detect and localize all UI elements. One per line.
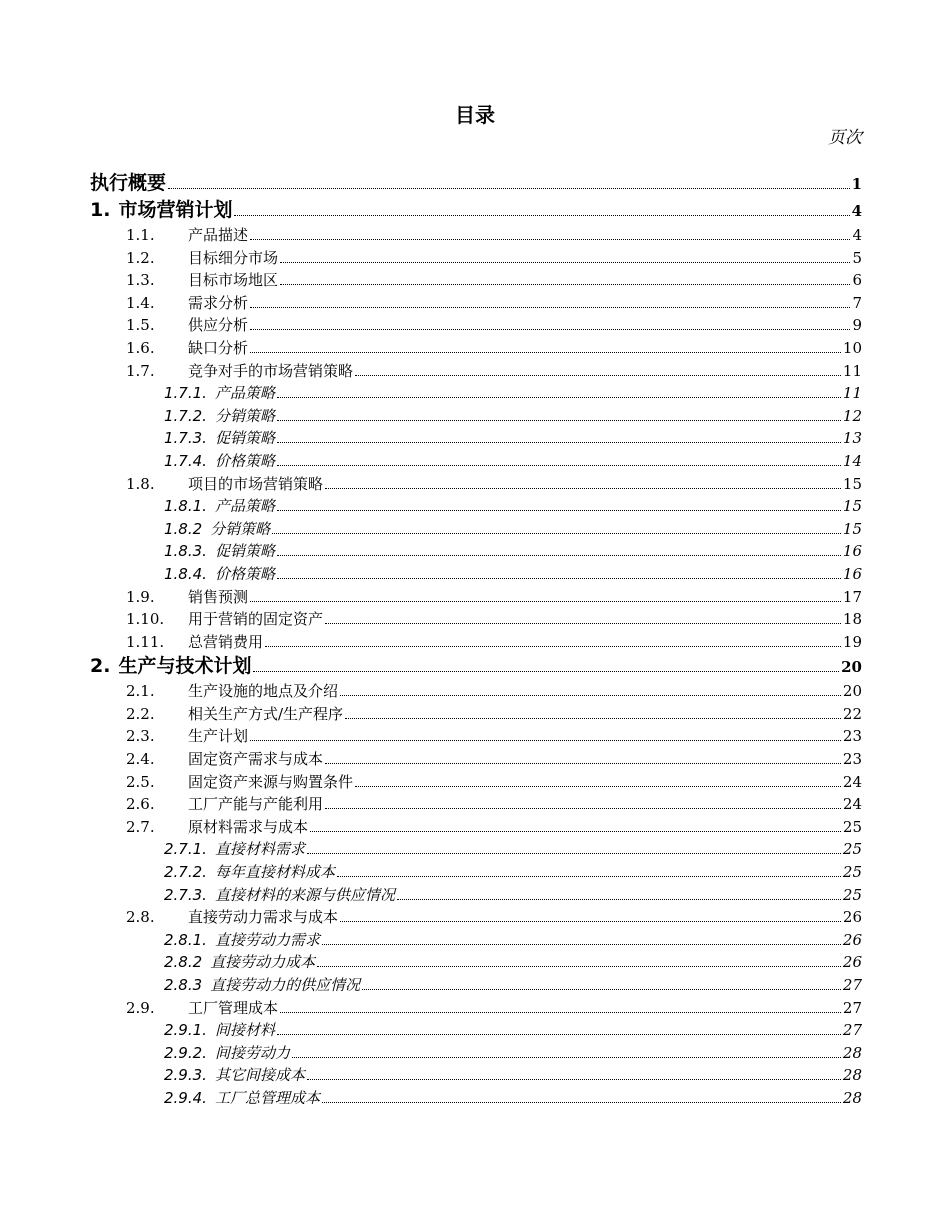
toc-entry-text: 固定资产来源与购置条件 bbox=[188, 772, 354, 791]
toc-entry-page: 27 bbox=[842, 976, 862, 994]
toc-title: 目录 bbox=[455, 103, 495, 127]
toc-entry-page: 24 bbox=[842, 772, 862, 791]
dot-leader bbox=[250, 740, 841, 741]
toc-entry-page: 17 bbox=[842, 587, 862, 606]
toc-entry-text: 需求分析 bbox=[188, 293, 249, 312]
toc-entry-label bbox=[126, 292, 248, 315]
toc-entry-number: 2.9.2. bbox=[164, 1043, 207, 1062]
toc-entry-label bbox=[164, 951, 315, 974]
dot-leader bbox=[292, 1057, 841, 1058]
toc-entry-label bbox=[164, 427, 275, 450]
toc-entry-page: 23 bbox=[842, 727, 862, 746]
toc-entry-label bbox=[126, 337, 248, 360]
toc-entry[interactable] bbox=[90, 197, 862, 224]
toc-entry-text: 生产设施的地点及介绍 bbox=[188, 682, 339, 701]
toc-entry-text: 价格策略 bbox=[214, 451, 275, 470]
toc-entry-label bbox=[164, 540, 275, 563]
toc-entry[interactable] bbox=[90, 473, 862, 496]
toc-entry[interactable] bbox=[90, 563, 862, 586]
toc-entry-text: 原材料需求与成本 bbox=[188, 817, 309, 836]
toc-entry-number: 2.8. bbox=[126, 908, 155, 927]
toc-entry-label bbox=[126, 771, 353, 794]
toc-entry[interactable] bbox=[90, 929, 862, 952]
dot-leader bbox=[265, 646, 841, 647]
toc-entry[interactable] bbox=[90, 680, 862, 703]
toc-entry-page: 15 bbox=[842, 497, 862, 516]
toc-entry-number: 2.1. bbox=[126, 682, 155, 701]
toc-entry-text: 生产与技术计划 bbox=[118, 655, 252, 678]
toc-entry[interactable] bbox=[90, 653, 862, 680]
toc-entry-page: 11 bbox=[842, 361, 862, 380]
dot-leader bbox=[277, 397, 841, 398]
toc-entry-number: 1.10. bbox=[126, 610, 165, 629]
toc-entry[interactable] bbox=[90, 269, 862, 292]
toc-entry[interactable] bbox=[90, 884, 862, 907]
toc-entry-page: 1 bbox=[851, 175, 862, 193]
toc-entry-label bbox=[164, 405, 275, 428]
toc-entry-number: 1.9. bbox=[126, 587, 155, 606]
toc-entry-text: 促销策略 bbox=[214, 429, 275, 448]
dot-leader bbox=[325, 623, 841, 624]
toc-entry-label bbox=[126, 608, 323, 631]
dot-leader bbox=[253, 671, 839, 672]
dot-leader bbox=[280, 284, 850, 285]
toc-entry-number: 1.7. bbox=[126, 361, 155, 380]
toc-entry-page: 25 bbox=[842, 863, 862, 882]
toc-entry-page: 16 bbox=[842, 564, 862, 583]
toc-entry-label bbox=[126, 247, 278, 270]
toc-entry[interactable] bbox=[90, 360, 862, 383]
toc-entry-text: 价格策略 bbox=[214, 564, 275, 583]
toc-entry-page: 28 bbox=[842, 1043, 862, 1062]
toc-entry-page: 20 bbox=[841, 658, 862, 677]
toc-entry-page: 26 bbox=[842, 953, 862, 972]
toc-entry[interactable] bbox=[90, 1019, 862, 1042]
toc-entry[interactable] bbox=[90, 608, 862, 631]
toc-entry-label bbox=[164, 518, 270, 541]
toc-entry-text: 直接劳动力需求 bbox=[214, 930, 320, 949]
toc-entry-number: 2.7. bbox=[126, 817, 155, 836]
dot-leader bbox=[322, 1102, 841, 1103]
toc-entry-label bbox=[126, 314, 248, 337]
toc-entry-number: 2.2. bbox=[126, 704, 155, 723]
dot-leader bbox=[250, 307, 850, 308]
toc-entry-page: 24 bbox=[842, 795, 862, 814]
dot-leader bbox=[317, 966, 841, 967]
toc-entry-number: 1.8.4. bbox=[164, 564, 207, 583]
toc-entry-label bbox=[164, 861, 335, 884]
toc-entry-text: 间接劳动力 bbox=[214, 1043, 290, 1062]
toc-entry-text: 每年直接材料成本 bbox=[214, 863, 335, 882]
toc-entry-page: 25 bbox=[842, 885, 862, 904]
toc-entry-number: 2.9.3. bbox=[164, 1066, 207, 1085]
toc-entry-text: 竞争对手的市场营销策略 bbox=[188, 361, 354, 380]
toc-entry-label bbox=[126, 816, 308, 839]
dot-leader bbox=[325, 488, 841, 489]
dot-leader bbox=[397, 899, 841, 900]
toc-entry[interactable] bbox=[90, 974, 862, 997]
toc-entry[interactable] bbox=[90, 224, 862, 247]
toc-entry-page: 26 bbox=[842, 908, 862, 927]
toc-entry-number: 2.9. bbox=[126, 998, 155, 1017]
toc-entry-label bbox=[164, 884, 395, 907]
toc-entry-number: 2.7.3. bbox=[164, 885, 207, 904]
dot-leader bbox=[355, 786, 841, 787]
dot-leader bbox=[325, 763, 841, 764]
toc-entry-text: 用于营销的固定资产 bbox=[188, 610, 324, 629]
toc-entry-label bbox=[90, 170, 166, 197]
toc-entry-number: 1.8.1. bbox=[164, 497, 207, 516]
toc-entry-number: 1.1. bbox=[126, 226, 155, 244]
toc-entry-text: 目标市场地区 bbox=[188, 271, 279, 290]
toc-entry-number: 2.7.2. bbox=[164, 863, 207, 882]
toc-entry-text: 工厂产能与产能利用 bbox=[188, 795, 324, 814]
dot-leader bbox=[272, 533, 841, 534]
toc-entry-label bbox=[126, 224, 248, 247]
toc-entry[interactable] bbox=[90, 951, 862, 974]
toc-entry-page: 27 bbox=[842, 998, 862, 1017]
toc-entry-number: 2. bbox=[90, 655, 111, 678]
toc-entry[interactable] bbox=[90, 450, 862, 473]
toc-entry-label bbox=[126, 631, 263, 654]
dot-leader bbox=[362, 989, 841, 990]
toc-entry[interactable] bbox=[90, 314, 862, 337]
toc-entry-page: 28 bbox=[842, 1088, 862, 1107]
toc-entry-label bbox=[164, 1064, 305, 1087]
toc-entry[interactable] bbox=[90, 540, 862, 563]
toc-entry[interactable] bbox=[90, 997, 862, 1020]
toc-entry[interactable] bbox=[90, 816, 862, 839]
toc-entry-number: 2.8.1. bbox=[164, 930, 207, 949]
toc-entry-label bbox=[126, 997, 278, 1020]
dot-leader bbox=[340, 921, 841, 922]
dot-leader bbox=[322, 944, 841, 945]
toc-entry-page: 20 bbox=[842, 682, 862, 701]
toc-entry-label bbox=[164, 495, 275, 518]
toc-entry-page: 23 bbox=[842, 750, 862, 769]
dot-leader bbox=[325, 808, 841, 809]
dot-leader bbox=[345, 718, 841, 719]
toc-entry-number: 1.6. bbox=[126, 338, 155, 357]
dot-leader bbox=[337, 876, 841, 877]
toc-entry[interactable] bbox=[90, 1064, 862, 1087]
dot-leader bbox=[250, 239, 850, 240]
toc-entry[interactable] bbox=[90, 793, 862, 816]
toc-entry-text: 直接劳动力成本 bbox=[210, 953, 316, 972]
toc-entry-page: 14 bbox=[842, 451, 862, 470]
toc-entry[interactable] bbox=[90, 748, 862, 771]
toc-entry[interactable] bbox=[90, 861, 862, 884]
toc-entry-text: 其它间接成本 bbox=[214, 1066, 305, 1085]
toc-entry-number: 1.7.1. bbox=[164, 384, 207, 403]
toc-entry-text: 直接劳动力需求与成本 bbox=[188, 908, 339, 927]
toc-entry-page: 9 bbox=[852, 316, 862, 335]
toc-entry-text: 执行概要 bbox=[90, 172, 167, 194]
toc-entry-page: 25 bbox=[842, 840, 862, 859]
toc-entry-number: 1.8. bbox=[126, 474, 155, 493]
toc-entry-page: 15 bbox=[842, 519, 862, 538]
toc-entry[interactable] bbox=[90, 838, 862, 861]
toc-entry-label bbox=[164, 382, 275, 405]
toc-entry[interactable] bbox=[90, 247, 862, 270]
dot-leader bbox=[277, 555, 841, 556]
toc-entry-number: 2.9.1. bbox=[164, 1021, 207, 1040]
toc-entry-number: 2.8.3 bbox=[164, 976, 203, 994]
toc-entry-label bbox=[126, 680, 338, 703]
dot-leader bbox=[277, 442, 841, 443]
toc-entry-label bbox=[164, 974, 360, 997]
toc-entry-label bbox=[164, 838, 305, 861]
toc-entry-label bbox=[126, 748, 323, 771]
dot-leader bbox=[355, 375, 841, 376]
dot-leader bbox=[277, 510, 841, 511]
dot-leader bbox=[307, 853, 841, 854]
dot-leader bbox=[234, 215, 849, 216]
toc-entry-text: 直接劳动力的供应情况 bbox=[210, 976, 361, 994]
toc-entry-page: 25 bbox=[842, 817, 862, 836]
toc-entry-text: 工厂总管理成本 bbox=[214, 1088, 320, 1107]
toc-entry[interactable] bbox=[90, 292, 862, 315]
toc-entry-page: 10 bbox=[842, 338, 862, 357]
toc-entry[interactable] bbox=[90, 427, 862, 450]
toc-entry[interactable] bbox=[90, 1042, 862, 1065]
toc-entry-text: 直接材料需求 bbox=[214, 840, 305, 859]
toc-entry-number: 1.7.3. bbox=[164, 429, 207, 448]
toc-entry[interactable] bbox=[90, 495, 862, 518]
toc-entry-text: 项目的市场营销策略 bbox=[188, 474, 324, 493]
dot-leader bbox=[168, 188, 850, 189]
toc-entry-page: 13 bbox=[842, 429, 862, 448]
toc-entry-number: 2.6. bbox=[126, 795, 155, 814]
toc-entry-number: 1.3. bbox=[126, 271, 155, 290]
toc-entry-label bbox=[126, 586, 248, 609]
toc-entry[interactable] bbox=[90, 1087, 862, 1110]
toc-entry[interactable] bbox=[90, 631, 862, 654]
dot-leader bbox=[277, 1034, 841, 1035]
toc-entry-text: 分销策略 bbox=[210, 519, 271, 538]
dot-leader bbox=[250, 352, 841, 353]
toc-entry-text: 相关生产方式/生产程序 bbox=[188, 704, 344, 723]
toc-entry-label bbox=[164, 1019, 275, 1042]
toc-entry-number: 1.7.2. bbox=[164, 406, 207, 425]
dot-leader bbox=[250, 329, 850, 330]
toc-entry-page: 4 bbox=[852, 226, 862, 244]
toc-entry-text: 直接材料的来源与供应情况 bbox=[214, 885, 395, 904]
toc-entry[interactable] bbox=[90, 703, 862, 726]
toc-entry-text: 固定资产需求与成本 bbox=[188, 750, 324, 769]
toc-entry-label bbox=[126, 269, 278, 292]
toc-entry-page: 12 bbox=[842, 406, 862, 425]
toc-entry-text: 促销策略 bbox=[214, 542, 275, 561]
toc-entry[interactable] bbox=[90, 405, 862, 428]
toc-entry-page: 22 bbox=[842, 704, 862, 723]
toc-entry-page: 26 bbox=[842, 930, 862, 949]
toc-entry-text: 供应分析 bbox=[188, 316, 249, 335]
toc-entry-page: 27 bbox=[842, 1021, 862, 1040]
toc-entry-page: 4 bbox=[851, 202, 862, 220]
toc-entry-text: 总营销费用 bbox=[188, 632, 264, 651]
toc-entry-label bbox=[126, 703, 343, 726]
toc-entry-page: 11 bbox=[842, 384, 862, 403]
toc-entry-number: 1.2. bbox=[126, 248, 155, 267]
dot-leader bbox=[250, 601, 841, 602]
toc-entry-text: 产品描述 bbox=[188, 226, 249, 244]
toc-entry-number: 1.8.3. bbox=[164, 542, 207, 561]
toc-entry-label bbox=[126, 906, 338, 929]
toc-entry-label bbox=[164, 929, 320, 952]
toc-entry-number: 2.8.2 bbox=[164, 953, 203, 972]
toc-entry-number: 1.4. bbox=[126, 293, 155, 312]
toc-entry-label bbox=[164, 1087, 320, 1110]
toc-entry-page: 6 bbox=[852, 271, 862, 290]
dot-leader bbox=[307, 1079, 841, 1080]
toc-entry-number: 1. bbox=[90, 199, 111, 221]
toc-entry-label bbox=[126, 473, 323, 496]
toc-entry-number: 1.8.2 bbox=[164, 519, 203, 538]
table-of-contents bbox=[90, 170, 862, 1110]
dot-leader bbox=[280, 262, 850, 263]
toc-entry-page: 19 bbox=[842, 632, 862, 651]
dot-leader bbox=[280, 1012, 841, 1013]
toc-entry-number: 2.3. bbox=[126, 727, 155, 746]
toc-entry[interactable] bbox=[90, 725, 862, 748]
toc-entry-text: 工厂管理成本 bbox=[188, 998, 279, 1017]
toc-entry[interactable] bbox=[90, 906, 862, 929]
toc-entry-page: 18 bbox=[842, 610, 862, 629]
dot-leader bbox=[277, 465, 841, 466]
dot-leader bbox=[277, 420, 841, 421]
dot-leader bbox=[277, 578, 841, 579]
toc-entry[interactable] bbox=[90, 771, 862, 794]
toc-entry-text: 分销策略 bbox=[214, 406, 275, 425]
toc-entry-page: 28 bbox=[842, 1066, 862, 1085]
toc-entry-label bbox=[164, 1042, 290, 1065]
toc-entry-number: 2.9.4. bbox=[164, 1088, 207, 1107]
toc-entry-label bbox=[164, 450, 275, 473]
toc-entry-number: 1.11. bbox=[126, 632, 165, 651]
toc-entry-text: 间接材料 bbox=[214, 1021, 275, 1040]
toc-entry-number: 1.7.4. bbox=[164, 451, 207, 470]
toc-entry-label bbox=[126, 360, 353, 383]
toc-entry-number: 2.5. bbox=[126, 772, 155, 791]
page-column-label: 页次 bbox=[828, 128, 862, 148]
toc-entry-label bbox=[90, 197, 232, 224]
toc-entry[interactable] bbox=[90, 382, 862, 405]
toc-entry-label bbox=[164, 563, 275, 586]
toc-entry-text: 缺口分析 bbox=[188, 338, 249, 357]
toc-entry-text: 产品策略 bbox=[214, 384, 275, 403]
toc-entry-number: 1.5. bbox=[126, 316, 155, 335]
toc-entry[interactable] bbox=[90, 518, 862, 541]
toc-entry-page: 16 bbox=[842, 542, 862, 561]
dot-leader bbox=[310, 831, 841, 832]
toc-entry-text: 生产计划 bbox=[188, 727, 249, 746]
toc-entry-number: 2.4. bbox=[126, 750, 155, 769]
toc-entry[interactable] bbox=[90, 170, 862, 197]
toc-entry[interactable] bbox=[90, 586, 862, 609]
toc-entry-label bbox=[90, 653, 251, 680]
toc-entry-number: 2.7.1. bbox=[164, 840, 207, 859]
toc-entry-text: 销售预测 bbox=[188, 587, 249, 606]
toc-entry-label bbox=[126, 725, 248, 748]
toc-entry-text: 产品策略 bbox=[214, 497, 275, 516]
toc-entry-page: 15 bbox=[842, 474, 862, 493]
toc-entry-page: 5 bbox=[852, 248, 862, 267]
dot-leader bbox=[340, 695, 841, 696]
toc-entry-label bbox=[126, 793, 323, 816]
toc-entry-text: 市场营销计划 bbox=[118, 199, 233, 221]
toc-entry-page: 7 bbox=[852, 293, 862, 312]
toc-entry-text: 目标细分市场 bbox=[188, 248, 279, 267]
toc-entry[interactable] bbox=[90, 337, 862, 360]
